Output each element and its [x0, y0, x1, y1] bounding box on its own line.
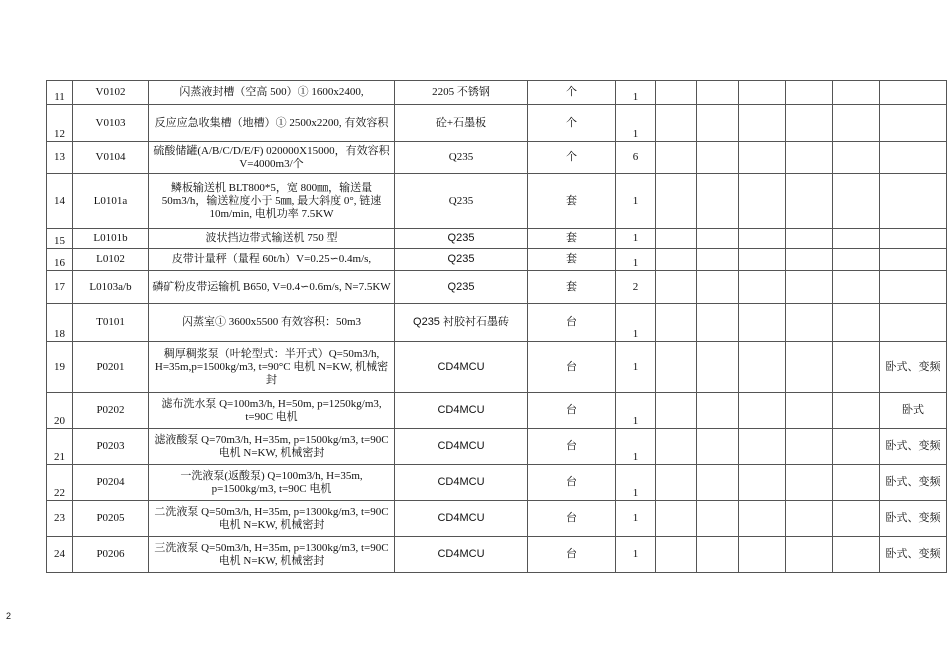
- table-row: [47, 174, 947, 229]
- unit: 套: [528, 271, 616, 304]
- quantity: 1: [616, 174, 656, 229]
- table-row: [47, 429, 947, 465]
- quantity: 2: [616, 271, 656, 304]
- quantity: 1: [616, 229, 656, 249]
- material: 砼+石墨板: [395, 105, 528, 142]
- quantity: 1: [616, 304, 656, 342]
- equipment-tag: T0101: [73, 304, 149, 342]
- unit: 个: [528, 142, 616, 174]
- empty-cell-3: [739, 174, 786, 229]
- quantity: 1: [616, 465, 656, 501]
- empty-cell-3: [739, 501, 786, 537]
- remark: [880, 271, 947, 304]
- row-number: 23: [47, 501, 73, 537]
- row-number: 24: [47, 537, 73, 573]
- table-row: [47, 142, 947, 174]
- empty-cell-2: [697, 249, 739, 271]
- empty-cell-5: [833, 81, 880, 105]
- material: CD4MCU: [395, 501, 528, 537]
- empty-cell-3: [739, 537, 786, 573]
- row-number: 20: [47, 393, 73, 429]
- remark: [880, 174, 947, 229]
- empty-cell-5: [833, 429, 880, 465]
- empty-cell-1: [656, 229, 697, 249]
- empty-cell-1: [656, 174, 697, 229]
- empty-cell-1: [656, 501, 697, 537]
- remark: 卧式、变频: [880, 465, 947, 501]
- empty-cell-4: [786, 465, 833, 501]
- empty-cell-1: [656, 304, 697, 342]
- row-number: 15: [47, 229, 73, 249]
- empty-cell-5: [833, 501, 880, 537]
- row-number: 16: [47, 249, 73, 271]
- equipment-tag: P0201: [73, 342, 149, 393]
- table-row: [47, 537, 947, 573]
- table-row: [47, 393, 947, 429]
- empty-cell-3: [739, 465, 786, 501]
- remark: [880, 249, 947, 271]
- table-row: [47, 501, 947, 537]
- empty-cell-1: [656, 429, 697, 465]
- unit: 套: [528, 174, 616, 229]
- empty-cell-3: [739, 142, 786, 174]
- empty-cell-2: [697, 174, 739, 229]
- equipment-tag: L0103a/b: [73, 271, 149, 304]
- quantity: 1: [616, 342, 656, 393]
- empty-cell-2: [697, 429, 739, 465]
- empty-cell-4: [786, 429, 833, 465]
- empty-cell-5: [833, 249, 880, 271]
- empty-cell-2: [697, 271, 739, 304]
- unit: 台: [528, 393, 616, 429]
- equipment-tag: P0203: [73, 429, 149, 465]
- equipment-description: 硫酸储罐(A/B/C/D/E/F) 020000X15000，有效容积 V=4000m3/个: [149, 142, 395, 174]
- equipment-tag: V0103: [73, 105, 149, 142]
- equipment-tag: P0206: [73, 537, 149, 573]
- empty-cell-4: [786, 537, 833, 573]
- empty-cell-4: [786, 249, 833, 271]
- remark: [880, 142, 947, 174]
- empty-cell-2: [697, 342, 739, 393]
- empty-cell-1: [656, 81, 697, 105]
- empty-cell-4: [786, 304, 833, 342]
- quantity: 1: [616, 429, 656, 465]
- equipment-description: 三洗液泵 Q=50m3/h, H=35m, p=1300kg/m3, t=90C 电机 N=KW, 机械密封: [149, 537, 395, 573]
- row-number: 22: [47, 465, 73, 501]
- empty-cell-5: [833, 342, 880, 393]
- equipment-tag: P0202: [73, 393, 149, 429]
- empty-cell-2: [697, 304, 739, 342]
- empty-cell-1: [656, 249, 697, 271]
- quantity: 1: [616, 105, 656, 142]
- remark: 卧式、变频: [880, 429, 947, 465]
- empty-cell-1: [656, 537, 697, 573]
- equipment-description: 鳞板输送机 BLT800*5，宽 800㎜，输送量 50m3/h，输送粒度小于 5㎜, 最大斜度 0°, 链速 10m/min, 电机功率 7.5KW: [149, 174, 395, 229]
- empty-cell-3: [739, 304, 786, 342]
- empty-cell-4: [786, 142, 833, 174]
- table-row: [47, 105, 947, 142]
- unit: 套: [528, 229, 616, 249]
- material: CD4MCU: [395, 429, 528, 465]
- material: Q235 衬胶衬石墨砖: [395, 304, 528, 342]
- empty-cell-2: [697, 105, 739, 142]
- material: Q235: [395, 271, 528, 304]
- empty-cell-2: [697, 81, 739, 105]
- empty-cell-3: [739, 393, 786, 429]
- empty-cell-1: [656, 465, 697, 501]
- empty-cell-5: [833, 229, 880, 249]
- material: CD4MCU: [395, 537, 528, 573]
- quantity: 6: [616, 142, 656, 174]
- empty-cell-3: [739, 429, 786, 465]
- table-row: [47, 465, 947, 501]
- material: CD4MCU: [395, 465, 528, 501]
- material: Q235: [395, 229, 528, 249]
- empty-cell-4: [786, 105, 833, 142]
- empty-cell-5: [833, 142, 880, 174]
- remark: [880, 81, 947, 105]
- empty-cell-5: [833, 393, 880, 429]
- quantity: 1: [616, 537, 656, 573]
- empty-cell-4: [786, 501, 833, 537]
- material: Q235: [395, 174, 528, 229]
- quantity: 1: [616, 501, 656, 537]
- material: CD4MCU: [395, 342, 528, 393]
- row-number: 12: [47, 105, 73, 142]
- empty-cell-1: [656, 271, 697, 304]
- empty-cell-2: [697, 142, 739, 174]
- empty-cell-5: [833, 465, 880, 501]
- empty-cell-4: [786, 229, 833, 249]
- equipment-tag: P0204: [73, 465, 149, 501]
- equipment-description: 滤布洗水泵 Q=100m3/h, H=50m, p=1250kg/m3, t=90C 电机: [149, 393, 395, 429]
- row-number: 17: [47, 271, 73, 304]
- remark: [880, 304, 947, 342]
- table-row: [47, 81, 947, 105]
- remark: [880, 229, 947, 249]
- quantity: 1: [616, 393, 656, 429]
- row-number: 11: [47, 81, 73, 105]
- row-number: 13: [47, 142, 73, 174]
- remark: 卧式: [880, 393, 947, 429]
- equipment-table: [46, 80, 947, 573]
- empty-cell-1: [656, 105, 697, 142]
- empty-cell-3: [739, 105, 786, 142]
- row-number: 19: [47, 342, 73, 393]
- unit: 个: [528, 105, 616, 142]
- table-row: [47, 304, 947, 342]
- material: Q235: [395, 142, 528, 174]
- quantity: 1: [616, 249, 656, 271]
- empty-cell-1: [656, 142, 697, 174]
- equipment-description: 滤液酸泵 Q=70m3/h, H=35m, p=1500kg/m3, t=90C 电机 N=KW, 机械密封: [149, 429, 395, 465]
- equipment-description: 一洗液泵(返酸泵) Q=100m3/h, H=35m, p=1500kg/m3, t=90C 电机: [149, 465, 395, 501]
- quantity: 1: [616, 81, 656, 105]
- equipment-description: 反应应急收集槽（地槽）① 2500x2200, 有效容积: [149, 105, 395, 142]
- unit: 台: [528, 501, 616, 537]
- equipment-description: 二洗液泵 Q=50m3/h, H=35m, p=1300kg/m3, t=90C 电机 N=KW, 机械密封: [149, 501, 395, 537]
- empty-cell-2: [697, 229, 739, 249]
- unit: 台: [528, 465, 616, 501]
- table-row: [47, 271, 947, 304]
- table-row: [47, 229, 947, 249]
- equipment-tag: V0102: [73, 81, 149, 105]
- material: CD4MCU: [395, 393, 528, 429]
- unit: 台: [528, 342, 616, 393]
- empty-cell-4: [786, 174, 833, 229]
- remark: 卧式、变频: [880, 501, 947, 537]
- empty-cell-5: [833, 537, 880, 573]
- equipment-tag: L0102: [73, 249, 149, 271]
- table-row: [47, 342, 947, 393]
- equipment-description: 磷矿粉皮带运输机 B650, V=0.4∽0.6m/s, N=7.5KW: [149, 271, 395, 304]
- equipment-description: 稠厚稠浆泵（叶轮型式：半开式）Q=50m3/h, H=35m,p=1500kg/m3, t=90°C 电机 N=KW, 机械密封: [149, 342, 395, 393]
- table-row: [47, 249, 947, 271]
- page-number: 2: [6, 611, 12, 621]
- empty-cell-4: [786, 342, 833, 393]
- empty-cell-2: [697, 393, 739, 429]
- empty-cell-3: [739, 342, 786, 393]
- empty-cell-3: [739, 249, 786, 271]
- empty-cell-5: [833, 105, 880, 142]
- unit: 台: [528, 304, 616, 342]
- equipment-tag: L0101b: [73, 229, 149, 249]
- empty-cell-2: [697, 501, 739, 537]
- row-number: 14: [47, 174, 73, 229]
- empty-cell-5: [833, 271, 880, 304]
- material: Q235: [395, 249, 528, 271]
- empty-cell-2: [697, 465, 739, 501]
- empty-cell-4: [786, 393, 833, 429]
- equipment-description: 波状挡边带式输送机 750 型: [149, 229, 395, 249]
- unit: 台: [528, 429, 616, 465]
- equipment-description: 皮带计量秤（量程 60t/h）V=0.25∽0.4m/s,: [149, 249, 395, 271]
- empty-cell-5: [833, 304, 880, 342]
- unit: 个: [528, 81, 616, 105]
- row-number: 21: [47, 429, 73, 465]
- remark: 卧式、变频: [880, 537, 947, 573]
- empty-cell-3: [739, 229, 786, 249]
- equipment-tag: V0104: [73, 142, 149, 174]
- empty-cell-3: [739, 81, 786, 105]
- equipment-description: 闪蒸液封槽（空高 500）① 1600x2400,: [149, 81, 395, 105]
- remark: [880, 105, 947, 142]
- equipment-description: 闪蒸室① 3600x5500 有效容积：50m3: [149, 304, 395, 342]
- material: 2205 不锈钢: [395, 81, 528, 105]
- empty-cell-1: [656, 393, 697, 429]
- empty-cell-2: [697, 537, 739, 573]
- empty-cell-1: [656, 342, 697, 393]
- empty-cell-5: [833, 174, 880, 229]
- unit: 套: [528, 249, 616, 271]
- row-number: 18: [47, 304, 73, 342]
- remark: 卧式、变频: [880, 342, 947, 393]
- empty-cell-4: [786, 271, 833, 304]
- equipment-tag: L0101a: [73, 174, 149, 229]
- equipment-tag: P0205: [73, 501, 149, 537]
- empty-cell-3: [739, 271, 786, 304]
- unit: 台: [528, 537, 616, 573]
- empty-cell-4: [786, 81, 833, 105]
